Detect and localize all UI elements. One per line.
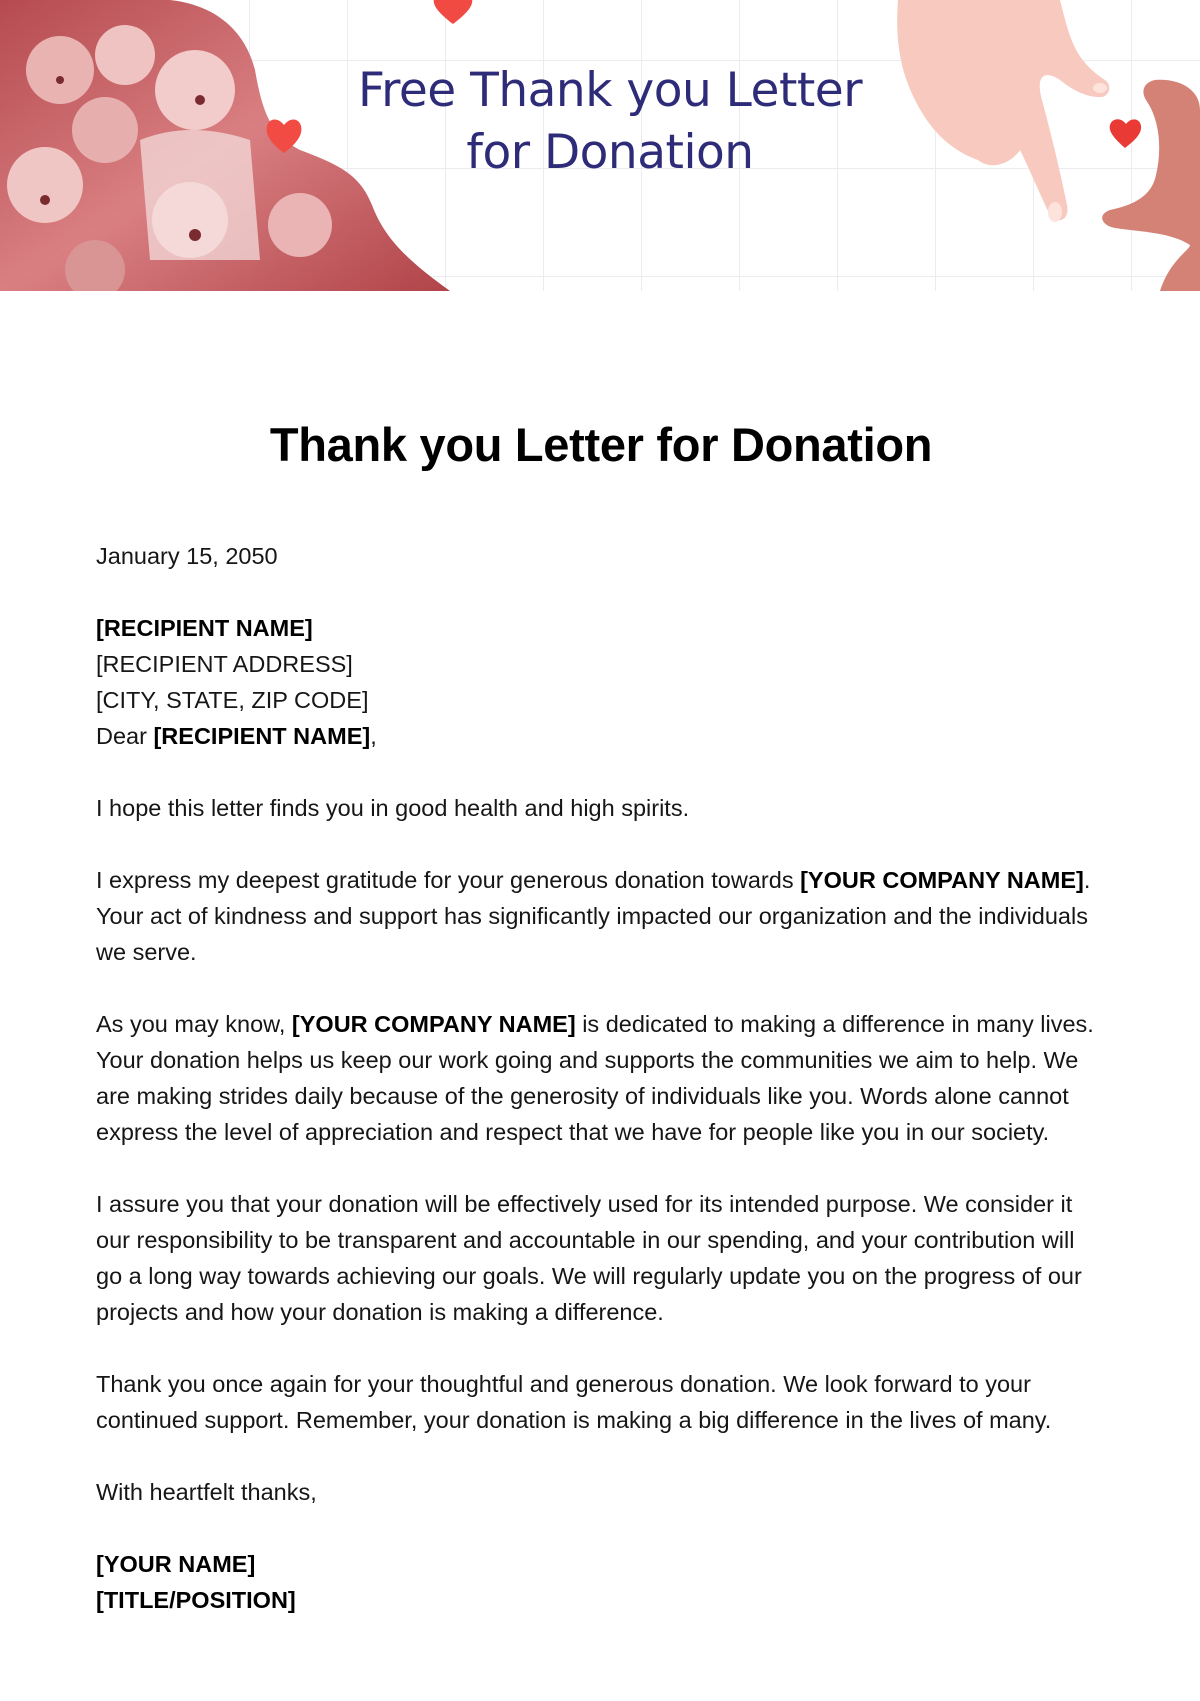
salutation-name: [RECIPIENT NAME] (153, 723, 371, 749)
heart-icon (430, 0, 476, 26)
document-title: Thank you Letter for Donation (269, 418, 933, 471)
banner-title (330, 60, 890, 184)
paragraph-5: Thank you once again for your thoughtful and generous donation. We look forward to your continued support. Remember, your donation is making a big difference in the lives of many. (96, 1371, 1052, 1433)
banner-title-line1: Free Thank you Letter (357, 63, 863, 118)
recipient-block (96, 610, 1106, 754)
recipient-name: [RECIPIENT NAME] (96, 615, 313, 641)
company-name: [YOUR COMPANY NAME] (291, 1011, 576, 1037)
paragraph-1: I hope this letter finds you in good health and high spirits. (96, 795, 690, 821)
paragraph-3: As you may know, [YOUR COMPANY NAME] is dedicated to making a difference in many lives. Your donation helps us keep our work going and supports the communities we aim to help. We are making strides daily because of the generosity of individuals like you. Words alone cannot express the level of appreciation and respect that we have for people like you in our society. (96, 1011, 1094, 1145)
recipient-address: [RECIPIENT ADDRESS] (96, 651, 353, 677)
salutation: Dear [RECIPIENT NAME], (96, 723, 377, 749)
closing: With heartfelt thanks, (96, 1479, 317, 1505)
recipient-city-state-zip: [CITY, STATE, ZIP CODE] (96, 687, 369, 713)
signature-title: [TITLE/POSITION] (96, 1587, 296, 1613)
letter-body (96, 538, 1106, 1618)
banner-title-line2: for Donation (466, 125, 754, 180)
header-banner (0, 0, 1200, 291)
hands-heart-illustration (870, 0, 1200, 291)
paragraph-4: I assure you that your donation will be effectively used for its intended purpose. We consider it our responsibility to be transparent and accountable in our spending, and your contribution will go a long way towards achieving our goals. We will regularly update you on the progress of our projects and how your donation is making a difference. (96, 1191, 1082, 1325)
letter-document (96, 410, 1106, 1654)
company-name: [YOUR COMPANY NAME] (800, 867, 1084, 893)
signature-name: [YOUR NAME] (96, 1551, 256, 1577)
letter-date: January 15, 2050 (96, 543, 278, 569)
heart-icon (263, 115, 305, 155)
paragraph-2: I express my deepest gratitude for your generous donation towards [YOUR COMPANY NAME]. Your act of kindness and support has significantly impacted our organization and the individuals we serve. (96, 867, 1091, 965)
signature-block (96, 1546, 1106, 1618)
